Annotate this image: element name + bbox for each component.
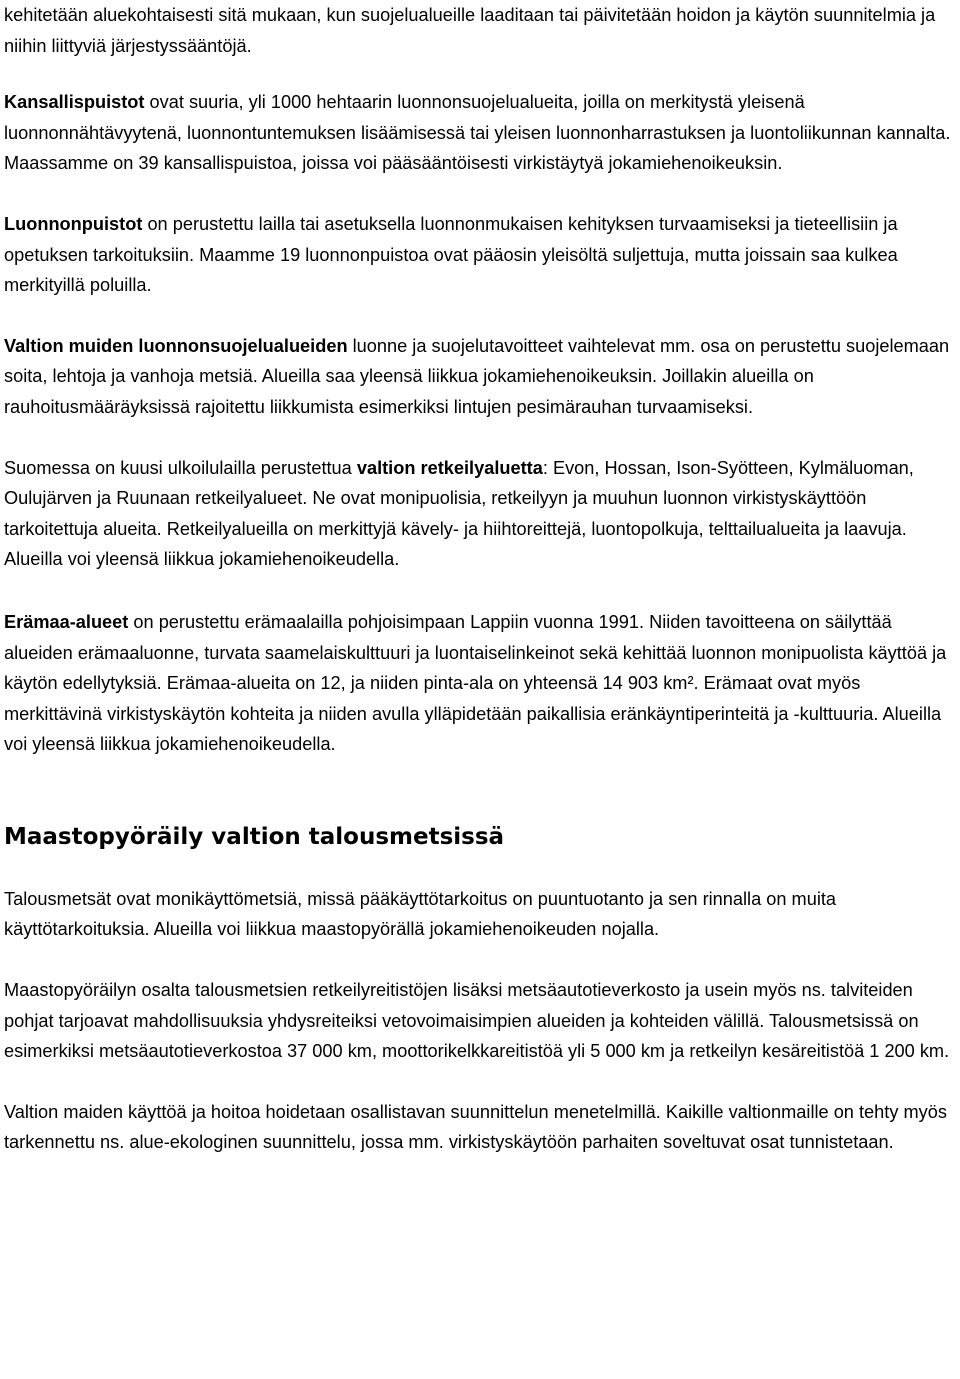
paragraph-text: ovat suuria, yli 1000 hehtaarin luonnonsuojelualueita, joilla on merkitystä yleisenä luonnonnähtävyytenä, luonnontuntemuksen lisäämisessä tai yleisen luonnonharrastuksen ja luontoliikunnan kannalta. Maassamme on 39 kansallispuistoa, joissa voi pääsääntöisesti virkistäytyä jokamiehenoikeuksin. [4, 92, 951, 174]
paragraph-text: on perustettu lailla tai asetuksella luonnonmukaisen kehityksen turvaamiseksi ja tieteellisiin ja opetuksen tarkoituksiin. Maamme 19 luonnonpuistoa ovat pääosin yleisöltä suljettuja, mutta joissain saa kulkea merkityillä poluilla. [4, 213, 898, 296]
paragraph-retkeilyalueet [4, 453, 954, 575]
paragraph-muut-suojelualueet [4, 331, 954, 423]
paragraph-talousmetsat [4, 884, 954, 945]
paragraph-maastopyoraily [4, 975, 954, 1067]
section-heading: Maastopyöräily valtion talousmetsissä [4, 823, 505, 850]
paragraph-text: Maastopyöräilyn osalta talousmetsien retkeilyreitistöjen lisäksi metsäautotieverkosto ja usein myös ns. talviteiden pohjat tarjoavat mahdollisuuksia yhdysreiteiksi vetovoimaisimpien alueiden ja kohteiden välillä. Talousmetsissä on esimerkiksi metsäautotieverkostoa 37 000 km, moottorikelkkareitistöä yli 5 000 km ja retkeilyn kesäreitistöä 1 200 km. [4, 980, 950, 1062]
term-retkeilyalueet: valtion retkeilyaluetta [356, 457, 543, 478]
paragraph-text: luonne ja suojelutavoitteet vaihtelevat mm. osa on perustettu suojelemaan soita, lehtoja ja vanhoja metsiä. Alueilla saa yleensä liikkua jokamiehenoikeuksin. Joillakin alueilla on rauhoitusmääräyksissä rajoitettu liikkumista esimerkiksi lintujen pesimärauhan turvaamiseksi. [4, 335, 950, 417]
paragraph-text: Valtion maiden käyttöä ja hoitoa hoidetaan osallistavan suunnittelun menetelmillä. Kaikille valtionmaille on tehty myös tarkennettu ns. alue-ekologinen suunnittelu, jossa mm. virkistyskäytöön parhaiten soveltuvat osat tunnistetaan. [4, 1101, 947, 1153]
document-page [4, 0, 954, 1158]
term-luonnonpuistot: Luonnonpuistot [4, 213, 143, 234]
paragraph-kansallispuistot [4, 87, 954, 179]
paragraph-luonnonpuistot [4, 209, 954, 301]
paragraph-text: Talousmetsät ovat monikäyttömetsiä, missä pääkäyttötarkoitus on puuntuotanto ja sen rinnalla on muita käyttötarkoituksia. Alueilla voi liikkua maastopyörällä jokamiehenoikeuden nojalla. [4, 888, 837, 940]
term-eramaa-alueet: Erämaa-alueet [4, 611, 129, 632]
paragraph-text: on perustettu erämaalailla pohjoisimpaan Lappiin vuonna 1991. Niiden tavoitteena on säilyttää alueiden erämaaluonne, turvata saamelaiskulttuuri ja luontaiselinkeinot sekä kehittää luonnon monipuolista käyttöä ja käytön edellytyksiä. Erämaa-alueita on 12, ja niiden pinta-ala on yhteensä 14 903 km². Erämaat ovat myös merkittävinä virkistyskäytön kohteita ja niiden avulla ylläpidetään paikallisia eränkäyntiperinteitä ja -kulttuuria. Alueilla voi yleensä liikkua jokamiehenoikeudella. [4, 611, 947, 755]
paragraph-continuation [4, 0, 954, 61]
term-muut-suojelualueet: Valtion muiden luonnonsuojelualueiden [4, 335, 348, 356]
paragraph-text: : Evon, Hossan, Ison-Syötteen, Kylmäluoman, Oulujärven ja Ruunaan retkeilyalueet. Ne ovat monipuolisia, retkeilyyn ja muuhun luonnon virkistyskäyttöön tarkoitettuja alueita. Retkeilyalueilla on merkittyjä kävely- ja hiihtoreittejä, luontopolkuja, telttailualueita ja laavuja. Alueilla voi yleensä liikkua jokamiehenoikeudella. [4, 457, 914, 570]
paragraph-text-lead: Suomessa on kuusi ulkoilulailla perustettua [4, 457, 357, 478]
paragraph-suunnittelu [4, 1097, 954, 1158]
term-kansallispuistot: Kansallispuistot [4, 92, 145, 113]
paragraph-text: kehitetään aluekohtaisesti sitä mukaan, kun suojelualueille laaditaan tai päivitetään hoidon ja käytön suunnitelmia ja niihin liittyviä järjestyssääntöjä. [4, 5, 936, 56]
paragraph-eramaa-alueet [4, 607, 954, 760]
